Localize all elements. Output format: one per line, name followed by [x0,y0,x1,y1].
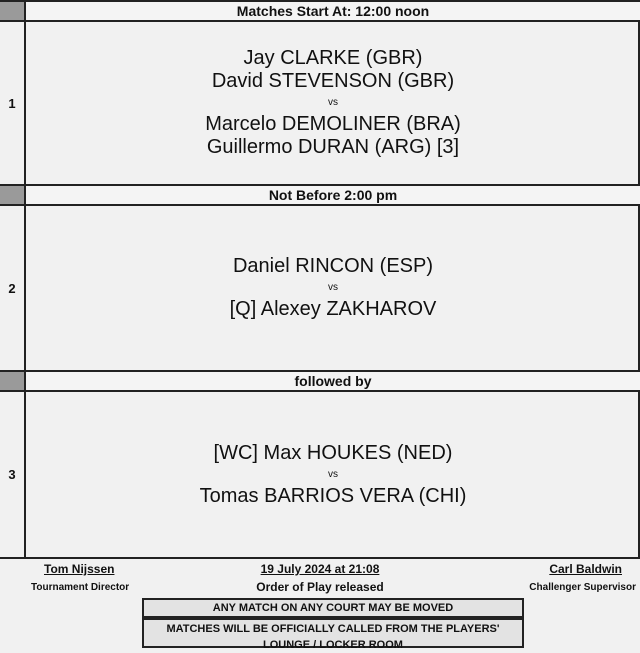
team1-player-1: [WC] Max HOUKES (NED) [213,441,453,464]
slot-header-marker [0,186,26,204]
match-row-1 [0,22,640,184]
notice-match-called [142,618,524,651]
match-number: 3 [0,392,26,557]
footer [0,560,640,651]
notice-line-1: MATCHES WILL BE OFFICIALLY CALLED FROM THE PLAYERS' [166,623,500,635]
notice-line-2: LOUNGE / LOCKER ROOM [263,639,403,651]
release-timestamp: 19 July 2024 at 21:08 [260,562,380,576]
team2-player-2: Guillermo DURAN (ARG) [3] [206,136,460,158]
versus-label: vs [328,468,338,480]
match-row-3 [0,392,640,557]
team2-player-1: [Q] Alexey ZAKHAROV [229,298,437,320]
team1-player-1: Daniel RINCON (ESP) [232,255,434,277]
team2-player-1: Marcelo DEMOLINER (BRA) [205,113,461,135]
slot-start-time: Matches Start At: 12:00 noon [236,3,430,19]
team2-player-1: Tomas BARRIOS VERA (CHI) [199,484,467,507]
notice-match-moved: ANY MATCH ON ANY COURT MAY BE MOVED [142,598,524,618]
match-number: 2 [0,206,26,370]
tournament-director-name: Tom Nijssen [44,562,115,576]
versus-label: vs [328,282,338,293]
slot-start-time: Not Before 2:00 pm [268,187,398,203]
team1-player-2: David STEVENSON (GBR) [211,70,455,92]
slot-header-marker [0,372,26,390]
table-bottom-border [0,557,640,559]
supervisor-name: Carl Baldwin [549,562,622,576]
slot-header-3 [0,370,640,392]
slot-header-2 [0,184,640,206]
match-card [28,392,638,557]
match-card [28,206,638,370]
slot-header-1 [0,0,640,22]
release-label: Order of Play released [256,580,384,594]
match-number: 1 [0,22,26,184]
supervisor-role: Challenger Supervisor [529,582,636,593]
slot-start-time: followed by [294,373,372,389]
slot-header-marker [0,2,26,20]
match-row-2 [0,206,640,370]
tournament-director-role: Tournament Director [31,582,130,593]
versus-label: vs [328,97,338,108]
match-card [28,22,638,184]
team1-player-1: Jay CLARKE (GBR) [243,47,423,69]
